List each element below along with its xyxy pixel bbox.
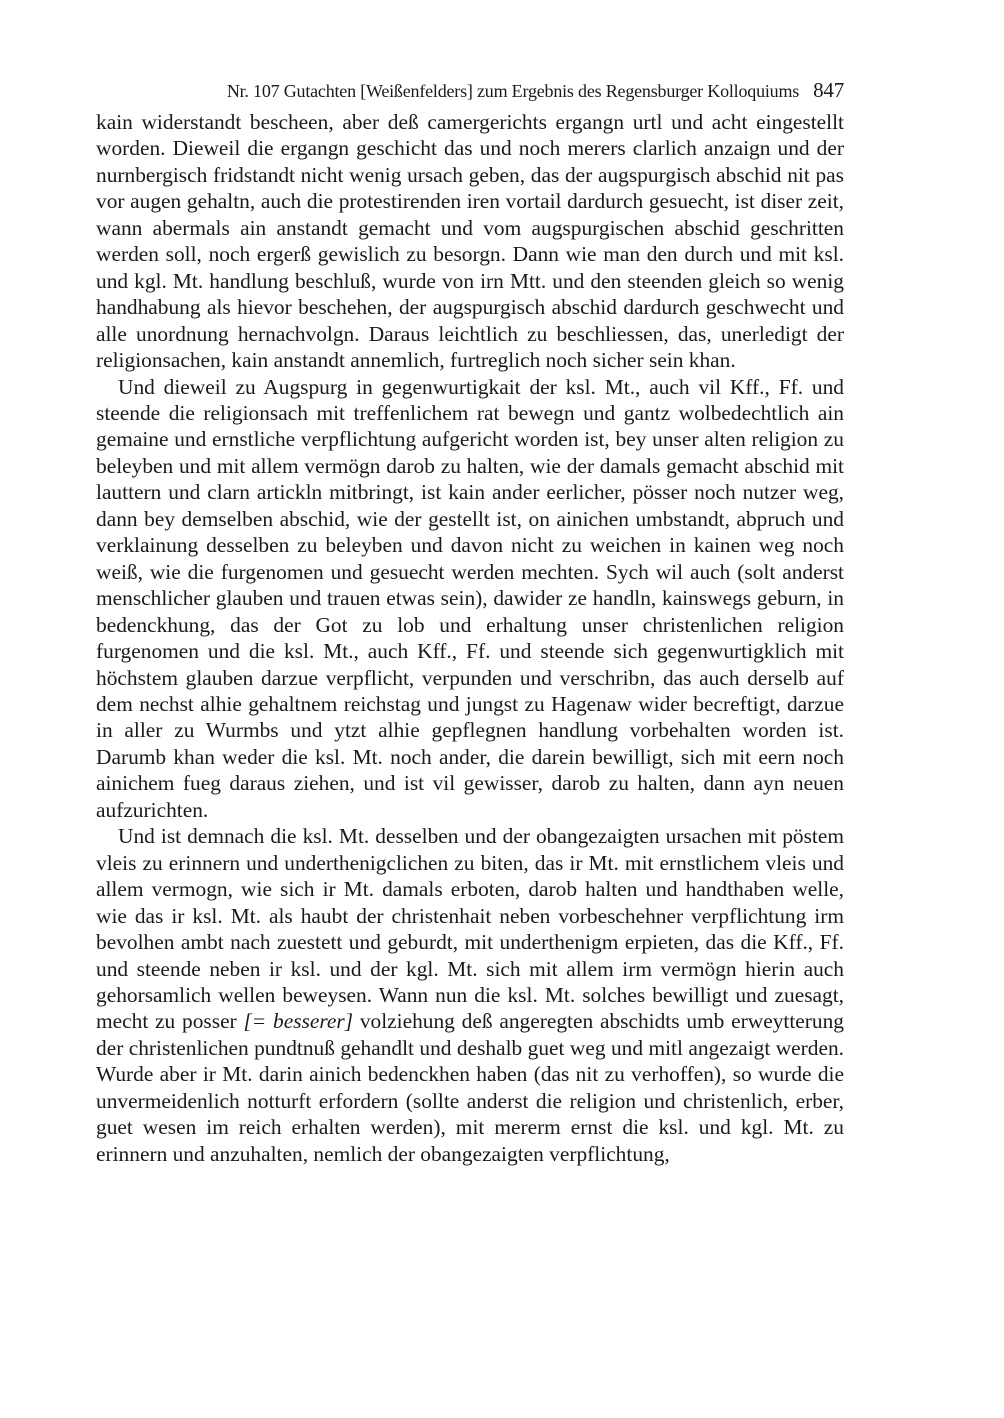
paragraph-text: volziehung deß angeregten abschidts umb erweytterung der christenlichen pundtnuß gehandlt und deshalb guet weg und mitl angezaigt werden. Wurde aber ir Mt. darin ainich bedenckhen haben (das nit zu verhoffen), so wurde die unvermeidenlich notturft erfordern (sollte anderst die religion und christenlich, erber, guet wesen im reich erhalten werden), mit mererm ernst die ksl. und kgl. Mt. zu erinnern und anzuhalten, nemlich der obangezaigten verpflichtung, [96, 1009, 845, 1166]
paragraph: kain widerstandt bescheen, aber deß camergerichts ergangn urtl und acht eingestellt worden. Dieweil die ergangn geschicht das und noch merers clarlich anzaign und der nurnbergisch fridstandt nicht wenig ursach geben, das der augspurgisch abschid nit pas vor augen gehaltn, auch die protestirenden iren vortail dardurch gesuecht, ist diser zeit, wann abermals ain anstandt gemacht und vom augspurgischen abschid geschritten werden soll, noch ergerß gewislich zu besorgn. Dann wie man den durch und mit ksl. und kgl. Mt. handlung beschluß, wurde von irn Mtt. und den steenden gleich so wenig handhabung als hievor beschehen, der augspurgisch abschid dardurch geschwecht und alle unordnung hernachvolgn. Daraus leichtlich zu beschliessen, das, unerledigt der religionsachen, kain anstandt annemlich, furtreglich noch sicher sein khan. [96, 110, 844, 373]
paragraph [96, 823, 844, 1167]
running-head [96, 76, 844, 105]
paragraph-text: Und ist demnach die ksl. Mt. desselben und der obangezaigten ursachen mit pöstem vleis zu erinnern und underthenigclichen zu biten, das ir Mt. mit ernstlichem vleis und allem vermogn, wie sich ir Mt. damals erboten, darob halten und handthaben welle, wie das ir ksl. Mt. als haubt der christenhait neben vorbeschehner verpflichtung irm bevolhen ambt nach zuestett und geburdt, mit underthenigm erpieten, das die Kff., Ff. und steende neben ir ksl. und der kgl. Mt. sich mit allem irm vermögn hierin auch gehorsamlich wellen beweysen. Wann nun die ksl. Mt. solches bewilligt und zuesagt, mecht zu posser [96, 824, 844, 1034]
document-page [96, 76, 844, 1167]
page-number: 847 [813, 78, 844, 102]
body-text [96, 109, 844, 1167]
editorial-note: [= besserer] [243, 1009, 354, 1034]
paragraph: Und dieweil zu Augspurg in gegenwurtigkait der ksl. Mt., auch vil Kff., Ff. und steende die religionsach mit treffenlichem rat bewegn und gantz wolbedechtlich ain gemaine und ernstliche verpflichtung aufgericht worden ist, bey unser alten religion zu beleyben und mit allem vermögn darob zu halten, wie der damals gemacht abschid mit lauttern und clarn artickln mitbringt, ist kain ander eerlicher, pösser noch nutzer weg, dann bey demselben abschid, wie der gestellt ist, on ainichen umbstandt, abpruch und verklainung desselben zu beleyben und davon nicht zu weichen in kainen weg noch weiß, wie die furgenomen und gesuecht werden mechten. Sych wil auch (solt anderst menschlicher glauben und trauen etwas sein), dawider ze handln, kainswegs geburn, in bedenckhung, das der Got zu lob und erhaltung unser christenlichen religion furgenomen und die ksl. Mt., auch Kff., Ff. und steende sich gegenwurtigklich mit höchstem glauben darzue verpflicht, verpunden und verschribn, das auch derselb auf dem nechst alhie gehaltnem reichstag und jungst zu Hagenaw wider becreftigt, darzue in aller zu Wurmbs und ytzt alhie gepflegnen handlung vorbehalten worden ist. Darumb khan weder die ksl. Mt. noch ander, die darein bewilligt, sich mit eern noch ainichem fueg daraus ziehen, und ist vil gewisser, darob zu halten, dann ayn neuen aufzurichten. [96, 374, 844, 822]
running-head-title: Nr. 107 Gutachten [Weißenfelders] zum Ergebnis des Regensburger Kolloquiums [226, 81, 800, 101]
